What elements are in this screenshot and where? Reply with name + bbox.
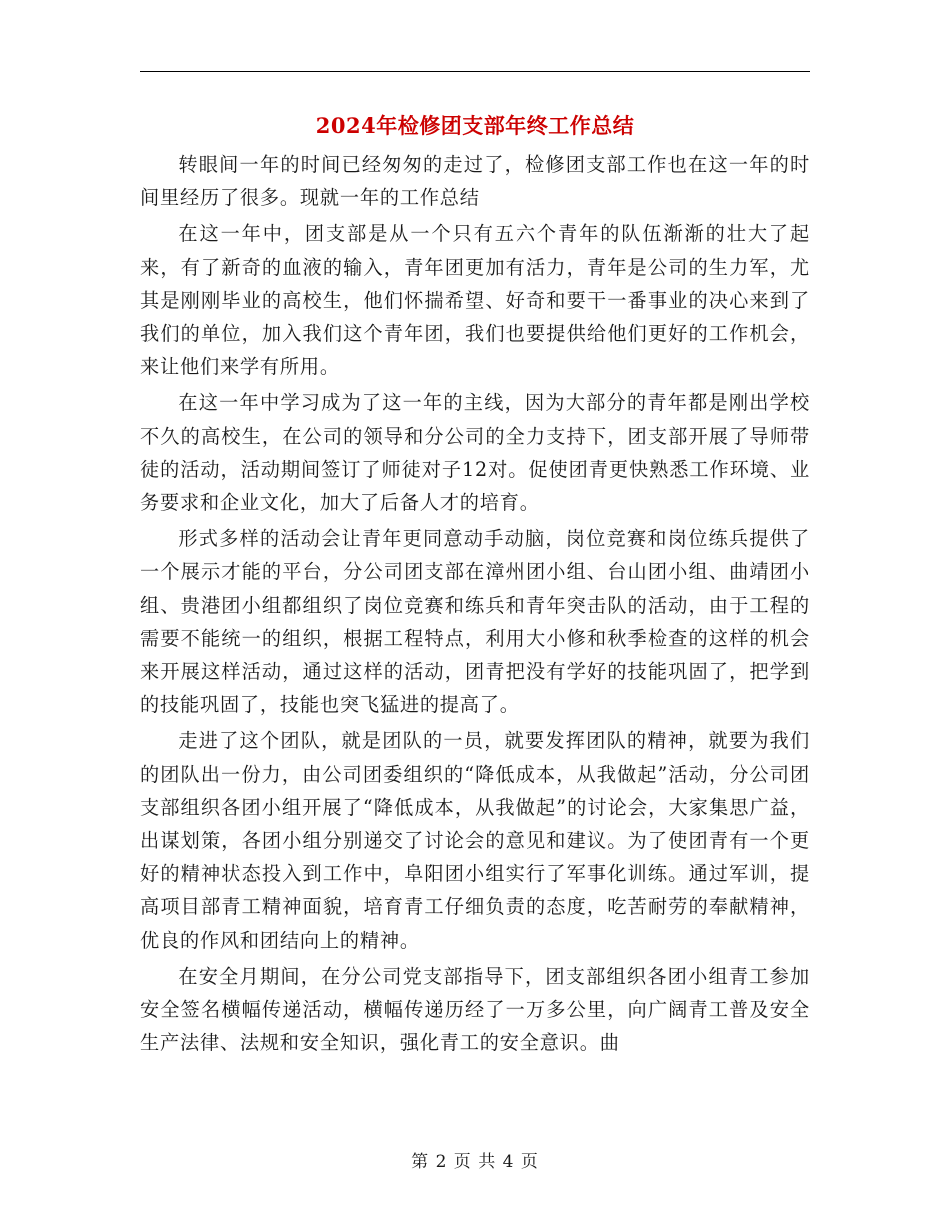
page-number-footer: 第 2 页 共 4 页 <box>411 1152 539 1172</box>
paragraph-3: 在这一年中学习成为了这一年的主线，因为大部分的青年都是刚出学校不久的高校生，在公司的领导和分公司的全力支持下，团支部开展了导师带徒的活动，活动期间签订了师徒对子12对。促使团青更快熟悉工作环境、业务要求和企业文化，加大了后备人才的培育。 <box>140 391 810 515</box>
paragraph-1: 转眼间一年的时间已经匆匆的走过了，检修团支部工作也在这一年的时间里经历了很多。现就一年的工作总结 <box>140 153 810 210</box>
paragraph-6: 在安全月期间，在分公司党支部指导下，团支部组织各团小组青工参加安全签名横幅传递活动，横幅传递历经了一万多公里，向广阔青工普及安全生产法律、法规和安全知识，强化青工的安全意识。曲 <box>140 964 810 1055</box>
document-body <box>140 148 810 1059</box>
paragraph-2: 在这一年中，团支部是从一个只有五六个青年的队伍渐渐的壮大了起来，有了新奇的血液的输入，青年团更加有活力，青年是公司的生力军，尤其是刚刚毕业的高校生，他们怀揣希望、好奇和要干一番事业的决心来到了我们的单位，加入我们这个青年团，我们也要提供给他们更好的工作机会，来让他们来学有所用。 <box>140 222 810 379</box>
paragraph-5: 走进了这个团队，就是团队的一员，就要发挥团队的精神，就要为我们的团队出一份力，由公司团委组织的“降低成本，从我做起”活动，分公司团支部组织各团小组开展了“降低成本，从我做起”的讨论会，大家集思广益，出谋划策，各团小组分别递交了讨论会的意见和建议。为了使团青有一个更好的精神状态投入到工作中，阜阳团小组实行了军事化训练。通过军训，提高项目部青工精神面貌，培育青工仔细负责的态度，吃苦耐劳的奉献精神，优良的作风和团结向上的精神。 <box>140 729 810 952</box>
header-rule <box>140 71 810 72</box>
paragraph-4: 形式多样的活动会让青年更同意动手动脑，岗位竞赛和岗位练兵提供了一个展示才能的平台，分公司团支部在漳州团小组、台山团小组、曲靖团小组、贵港团小组都组织了岗位竞赛和练兵和青年突击队的活动，由于工程的需要不能统一的组织，根据工程特点，利用大小修和秋季检查的这样的机会来开展这样活动，通过这样的活动，团青把没有学好的技能巩固了，把学到的技能巩固了，技能也突飞猛进的提高了。 <box>140 527 810 717</box>
document-title: 2024年检修团支部年终工作总结 <box>315 113 635 138</box>
